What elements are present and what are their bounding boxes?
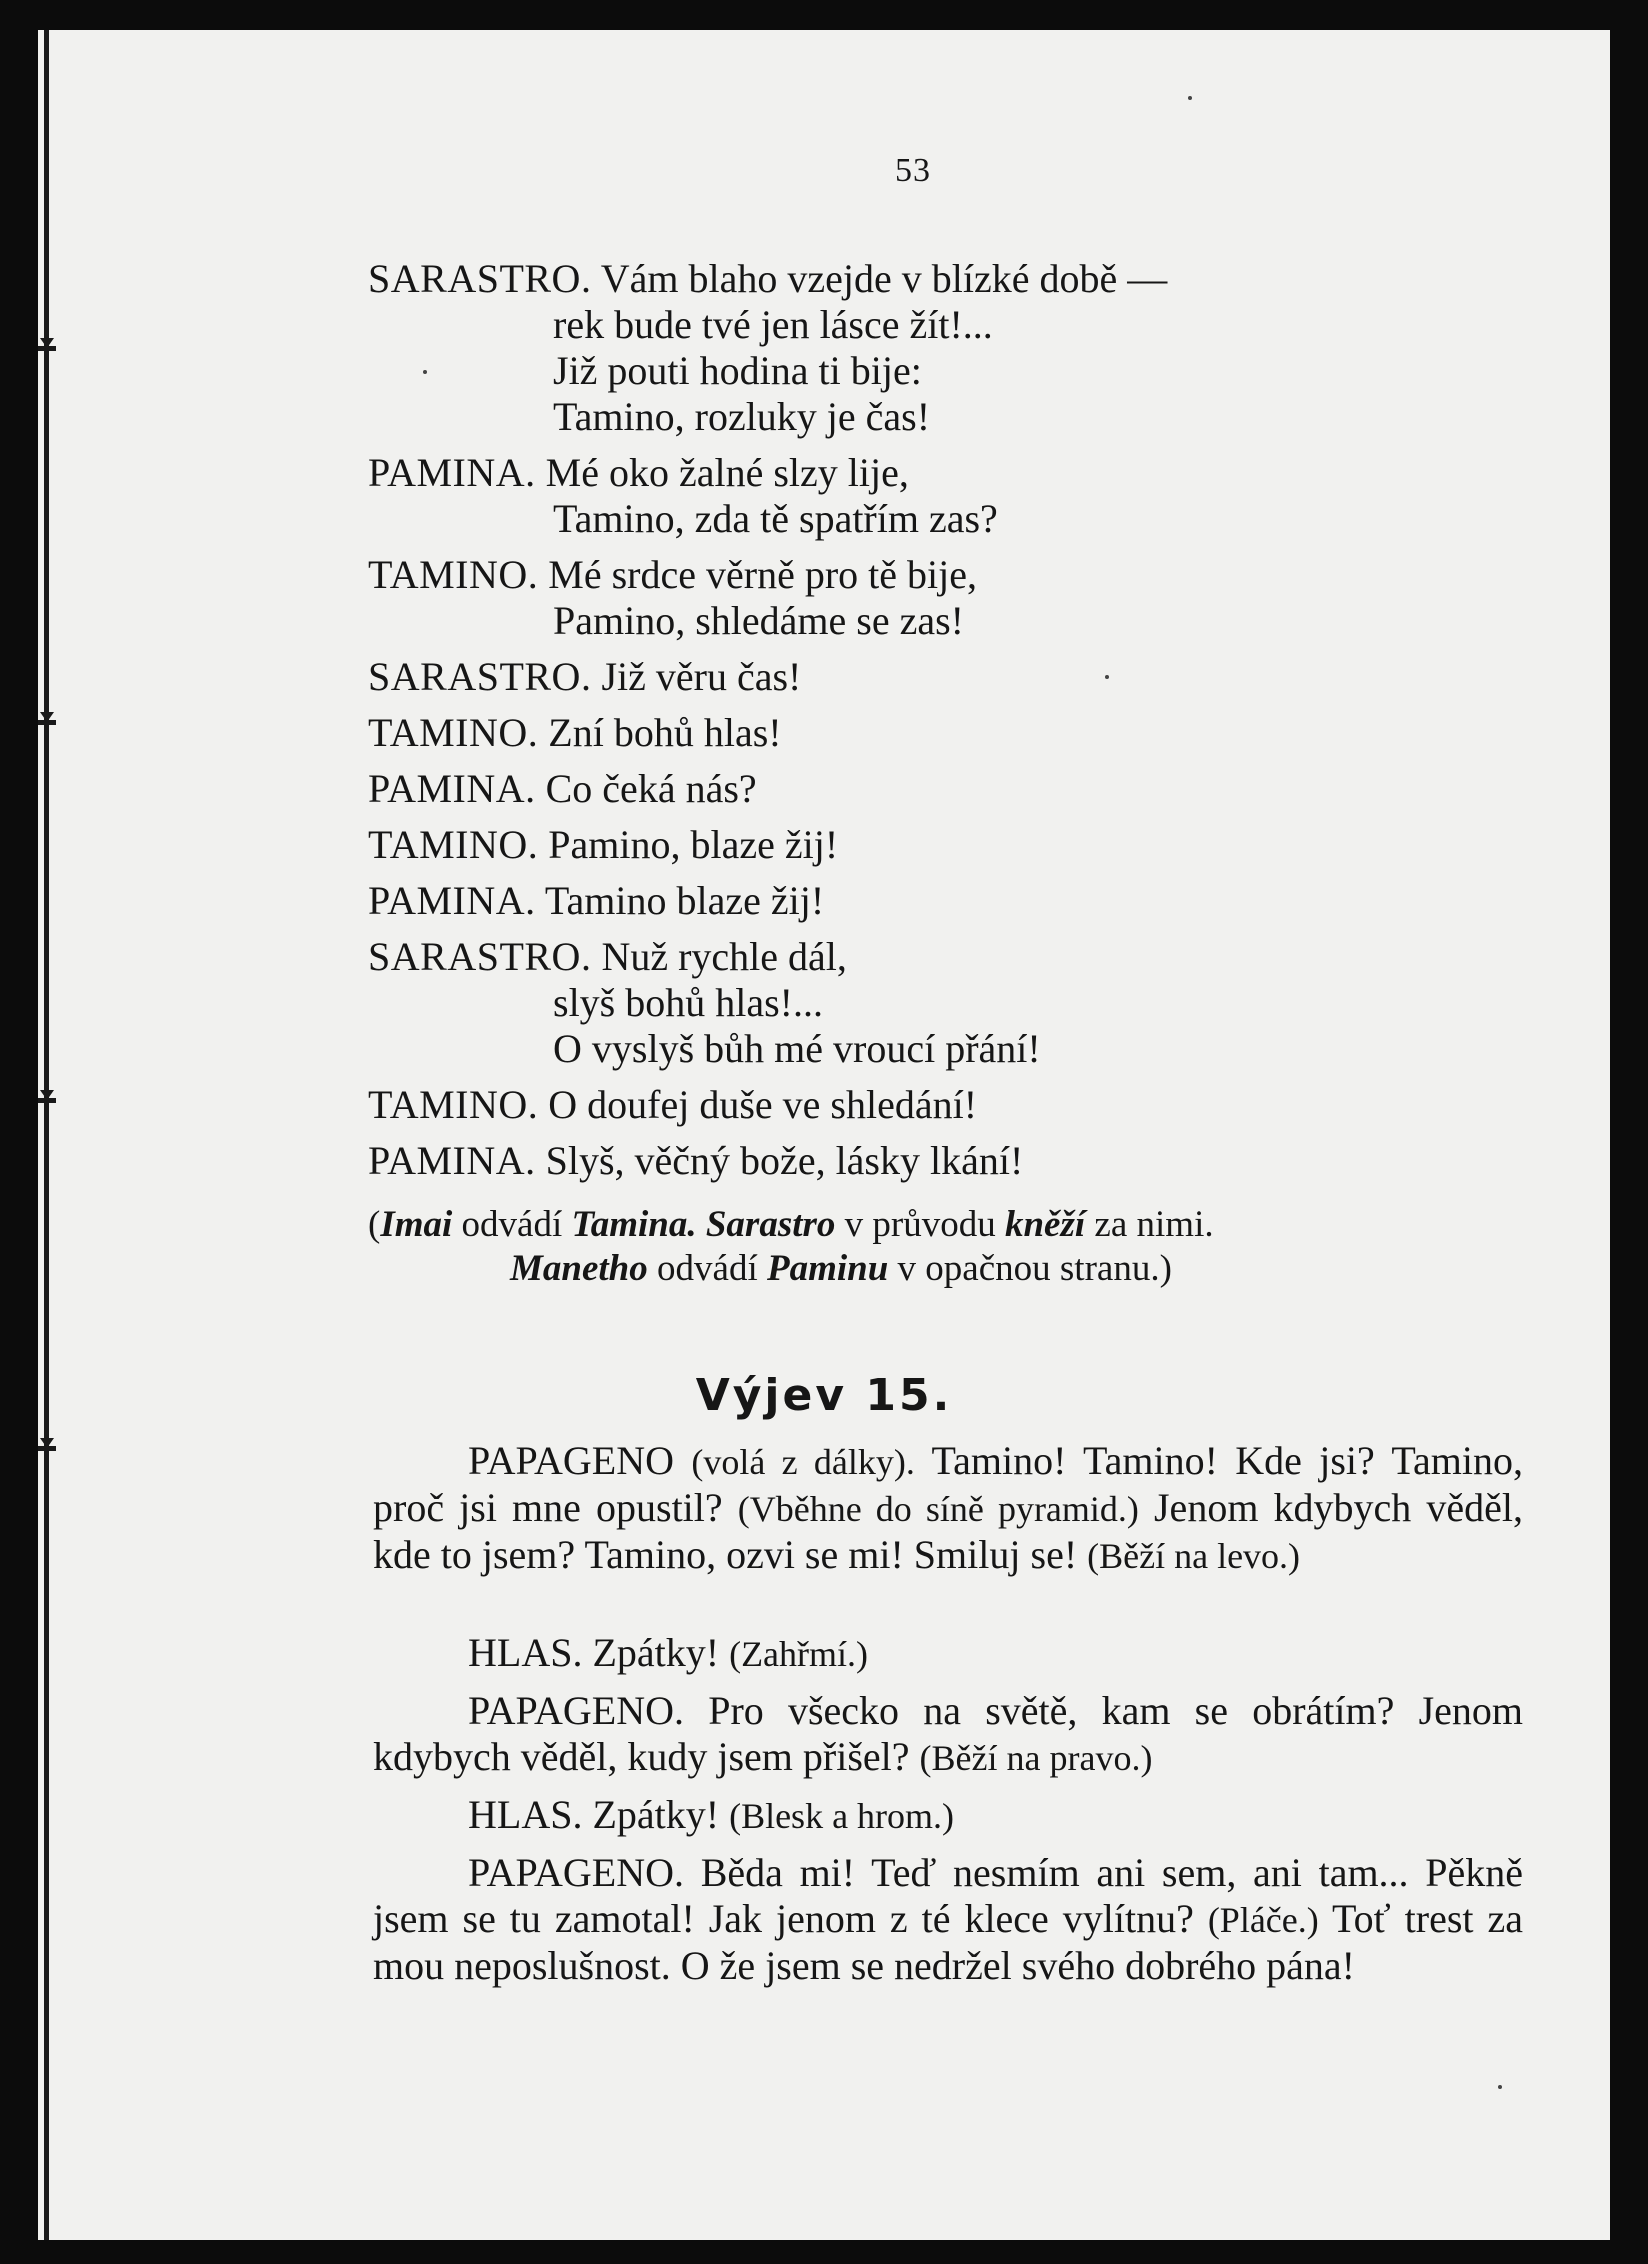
dialogue-line: TAMINO. Mé srdce věrně pro tě bije, [368,552,977,597]
dialogue-line: TAMINO. Pamino, blaze žij! [368,822,839,867]
dialogue-line: slyš bohů hlas!... [553,980,823,1025]
dialogue-line: Tamino, rozluky je čas! [553,394,931,439]
dialogue-line: Pamino, shledáme se zas! [553,598,964,643]
paper-speck [1498,2085,1502,2089]
dialogue-line: PAMINA. Co čeká nás? [368,766,757,811]
paragraph: PAPAGENO. Pro všecko na světě, kam se obrátím? Jenom kdybych věděl, kudy jsem přišel? (Běží na pravo.) [373,1688,1523,1779]
paragraph: PAPAGENO. Běda mi! Teď nesmím ani sem, ani tam... Pěkně jsem se tu zamotal! Jak jenom z té klece vylítnu? (Pláče.) Toť trest za mou neposlušnost. O že jsem se nedržel svého dobrého pána! [373,1850,1523,1988]
dialogue-line: Tamino, zda tě spatřím zas? [553,496,998,541]
page-number: 53 [895,152,931,189]
stage-direction-line: Manetho odvádí Paminu v opačnou stranu.) [510,1248,1172,1289]
scene-heading: Výjev 15. [695,1370,953,1421]
dialogue-line: Již pouti hodina ti bije: [553,348,922,393]
dialogue-line: PAMINA. Mé oko žalné slzy lije, [368,450,909,495]
dialogue-line: SARASTRO. Vám blaho vzejde v blízké době — [368,256,1168,301]
binding-mark [38,712,56,734]
stage-direction-line: (Imai odvádí Tamina. Sarastro v průvodu kněží za nimi. [368,1204,1214,1245]
dialogue-line: SARASTRO. Již věru čas! [368,654,802,699]
paper-speck [1188,96,1192,100]
paragraph: HLAS. Zpátky! (Blesk a hrom.) [468,1792,955,1837]
paragraph: PAPAGENO (volá z dálky). Tamino! Tamino! Kde jsi? Tamino, proč jsi mne opustil? (Vběhne do síně pyramid.) Jenom kdybych věděl, kde to jsem? Tamino, ozvi se mi! Smiluj se! (Běží na levo.) [373,1438,1524,1577]
dialogue-line: TAMINO. Zní bohů hlas! [368,710,782,755]
paragraph: HLAS. Zpátky! (Zahřmí.) [468,1630,869,1675]
binding-mark [38,1090,56,1112]
book-page [38,30,1610,2240]
dialogue-line: rek bude tvé jen lásce žít!... [553,302,993,347]
dialogue-line: SARASTRO. Nuž rychle dál, [368,934,847,979]
dialogue-line: O vyslyš bůh mé vroucí přání! [553,1026,1041,1071]
binding-mark [38,338,56,360]
binding-mark [38,1438,56,1460]
paper-speck [1105,675,1109,679]
paper-speck [423,370,427,374]
dialogue-line: PAMINA. Slyš, věčný bože, lásky lkání! [368,1138,1024,1183]
binding-edge [44,30,49,2240]
dialogue-line: TAMINO. O doufej duše ve shledání! [368,1082,978,1127]
dialogue-line: PAMINA. Tamino blaze žij! [368,878,825,923]
